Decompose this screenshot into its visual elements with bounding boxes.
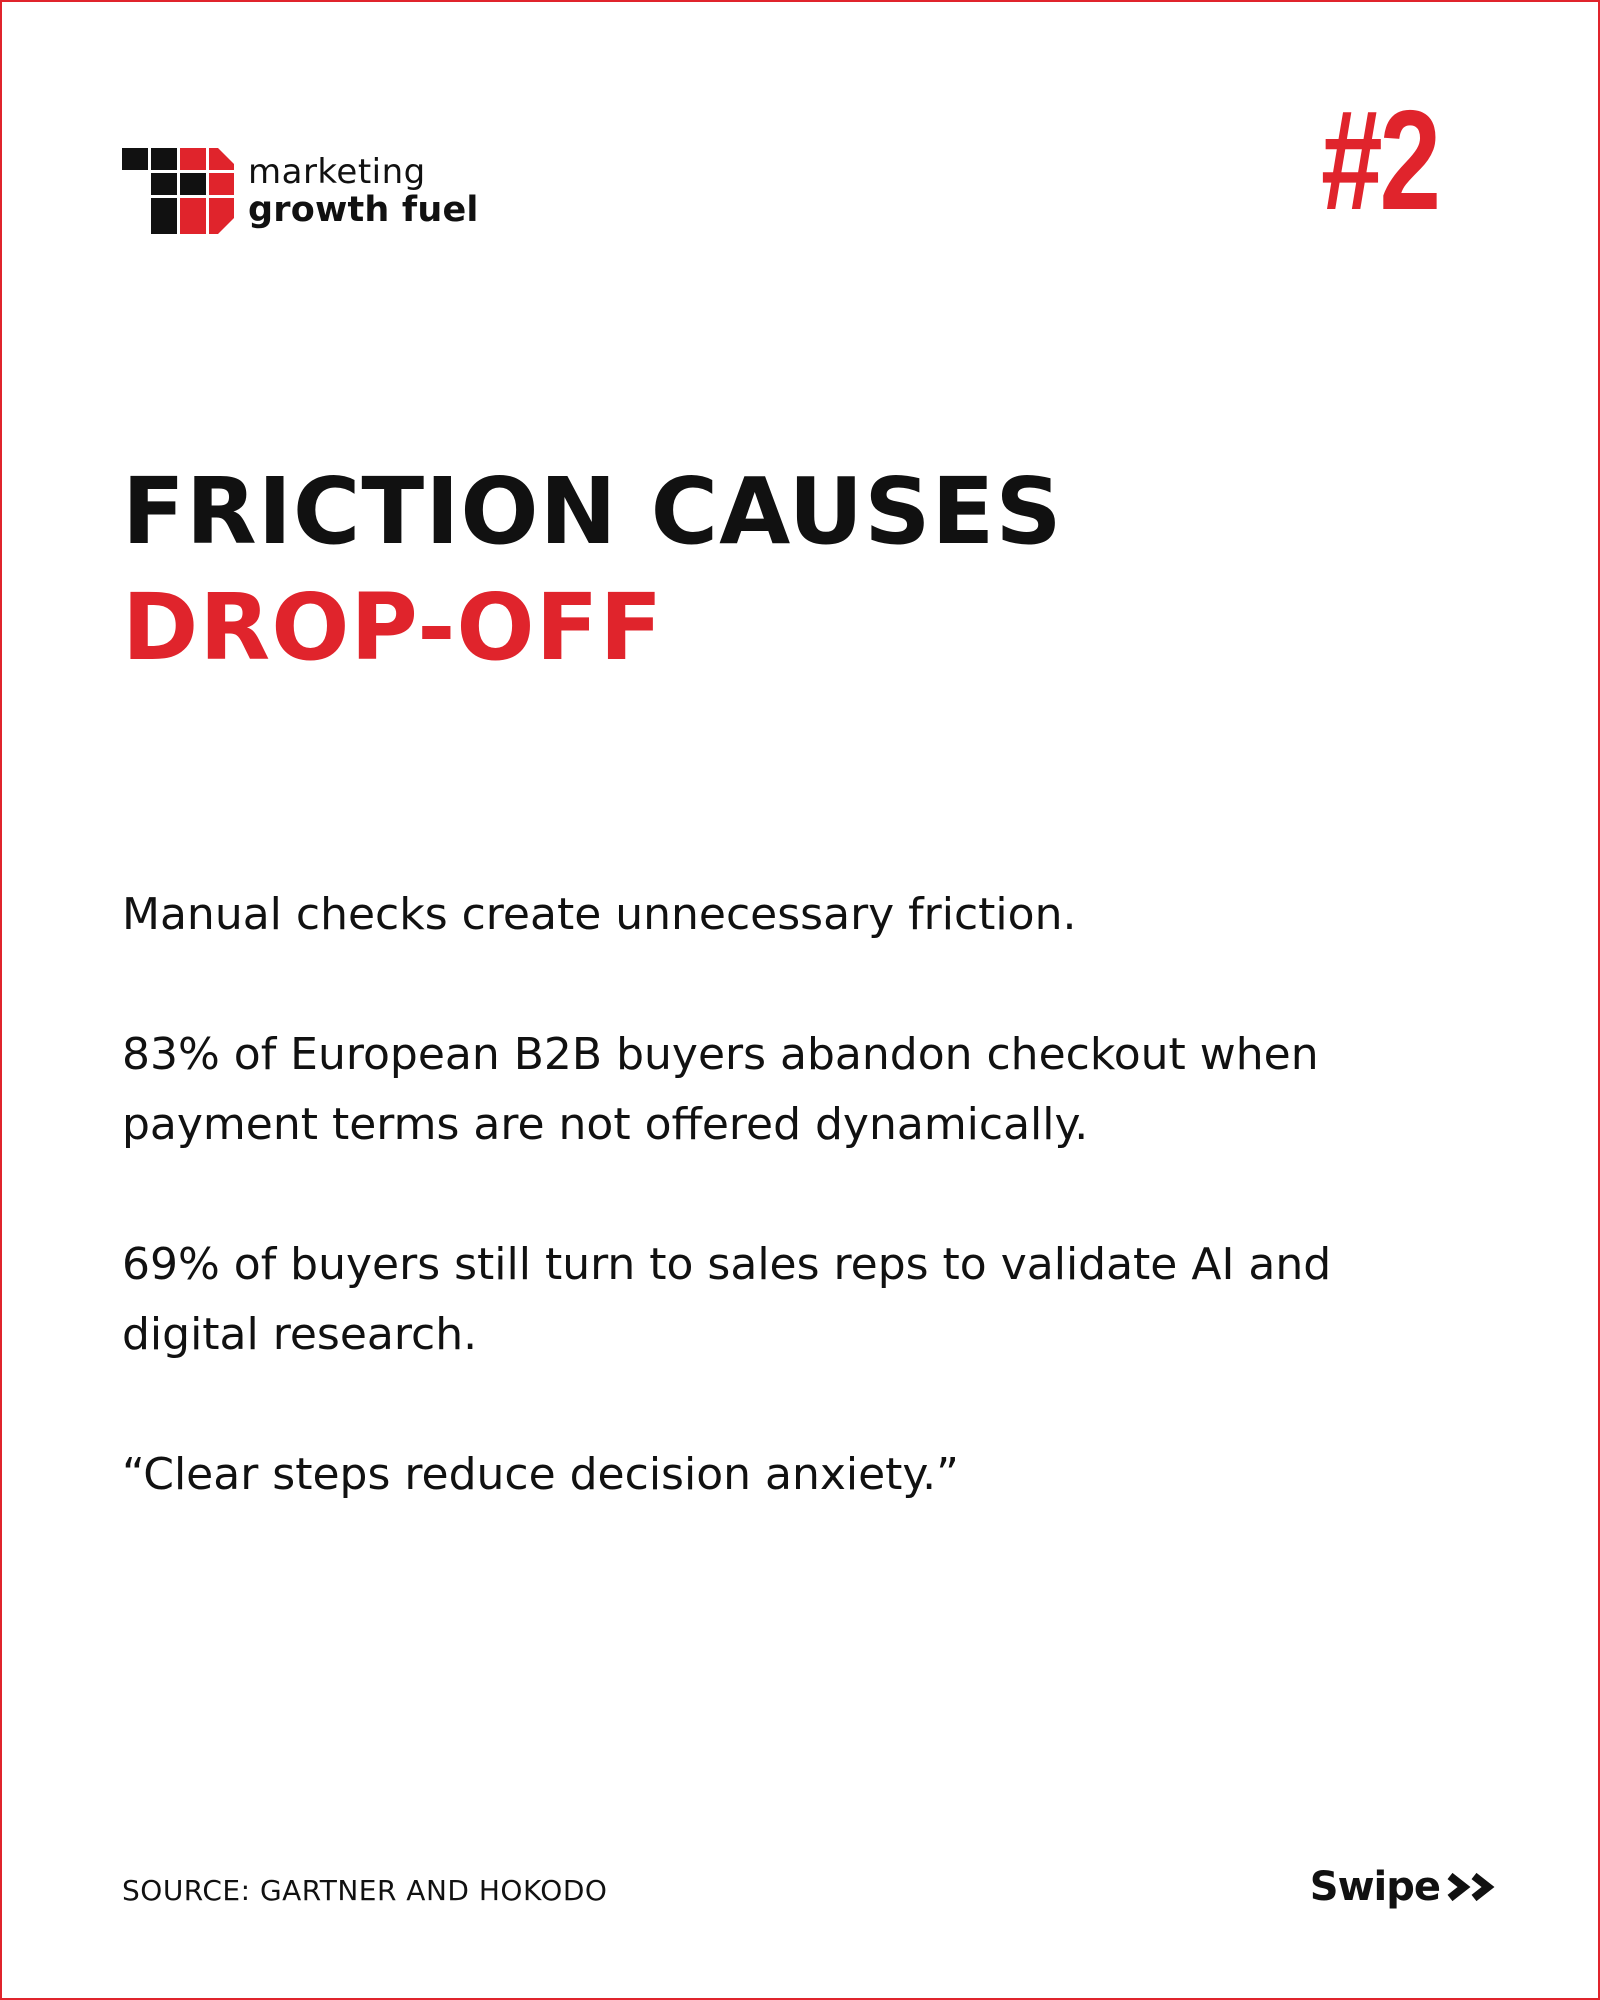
swipe-button[interactable] xyxy=(1310,1864,1502,1910)
headline-line2: DROP-OFF xyxy=(122,574,664,681)
body-paragraph-1: Manual checks create unnecessary friction. xyxy=(122,889,1077,940)
source-note: SOURCE: GARTNER AND HOKODO xyxy=(122,1874,608,1907)
body-paragraph-2: 83% of European B2B buyers abandon checkout when payment terms are not offered dynamically. xyxy=(122,1029,1319,1150)
headline-line1: FRICTION CAUSES xyxy=(122,458,1063,565)
quote: “Clear steps reduce decision anxiety.” xyxy=(122,1449,959,1500)
brand-logo xyxy=(122,148,479,234)
pixel-blocks-icon xyxy=(122,148,234,234)
brand-name-line1: marketing xyxy=(248,151,426,192)
body-text xyxy=(122,880,1382,1580)
double-chevron-right-icon xyxy=(1446,1872,1502,1902)
brand-name-line2: growth fuel xyxy=(248,189,479,230)
brand-name xyxy=(248,151,479,230)
headline xyxy=(122,454,1063,686)
swipe-label: Swipe xyxy=(1309,1864,1440,1910)
body-paragraph-3: 69% of buyers still turn to sales reps to validate AI and digital research. xyxy=(122,1239,1332,1360)
slide-number: #2 xyxy=(1321,81,1438,240)
